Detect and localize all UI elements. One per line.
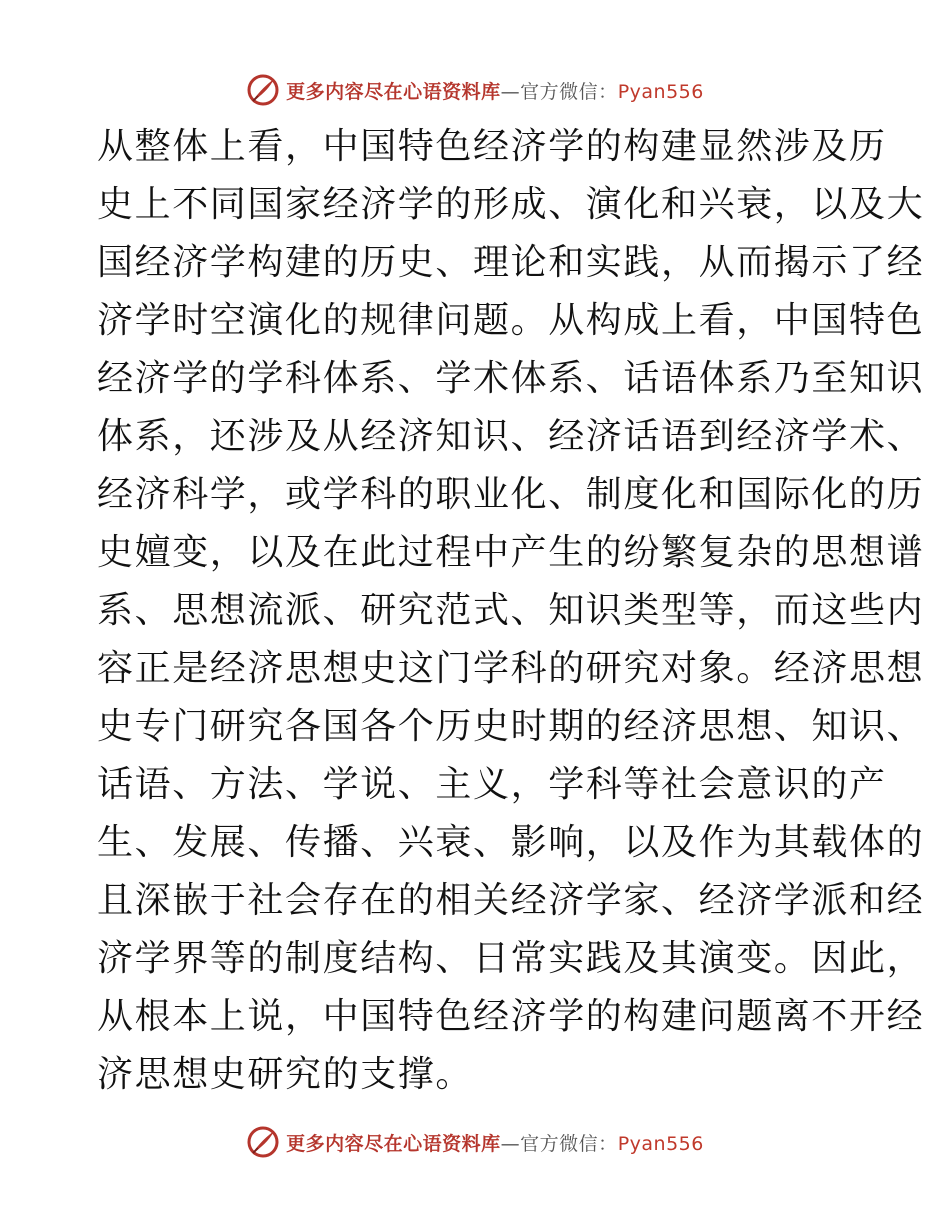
body-line: 济思想史研究的支撑。	[97, 1054, 474, 1095]
body-line: 国经济学构建的历史、理论和实践，从而揭示了经	[97, 242, 925, 283]
body-text	[97, 118, 925, 1104]
header-watermark-text	[286, 77, 704, 104]
body-line: 生、发展、传播、兴衰、影响，以及作为其载体的	[97, 822, 925, 863]
body-line: 济学时空演化的规律问题。从构成上看，中国特色	[97, 300, 925, 341]
header-watermark-main: 更多内容尽在心语资料库	[286, 80, 501, 103]
body-line: 史专门研究各国各个历史时期的经济思想、知识、	[97, 706, 925, 747]
body-line: 且深嵌于社会存在的相关经济学家、经济学派和经	[97, 880, 925, 921]
body-line: 从整体上看，中国特色经济学的构建显然涉及历	[97, 126, 887, 167]
footer-watermark-text	[286, 1129, 704, 1156]
body-line: 经济科学，或学科的职业化、制度化和国际化的历	[97, 474, 925, 515]
footer-watermark-id: Pyan556	[617, 1132, 704, 1155]
feather-pen-logo-icon	[246, 1125, 280, 1159]
body-line: 话语、方法、学说、主义，学科等社会意识的产	[97, 764, 887, 805]
body-line: 从根本上说，中国特色经济学的构建问题离不开经	[97, 996, 925, 1037]
footer-watermark-separator: —官方微信：	[500, 1132, 618, 1155]
body-line: 体系，还涉及从经济知识、经济话语到经济学术、	[97, 416, 925, 457]
body-line: 史嬗变，以及在此过程中产生的纷繁复杂的思想谱	[97, 532, 925, 573]
body-line: 史上不同国家经济学的形成、演化和兴衰，以及大	[97, 184, 925, 225]
body-line: 经济学的学科体系、学术体系、话语体系乃至知识	[97, 358, 925, 399]
footer-watermark-main: 更多内容尽在心语资料库	[286, 1132, 501, 1155]
body-line: 容正是经济思想史这门学科的研究对象。经济思想	[97, 648, 925, 689]
header-watermark-id: Pyan556	[617, 80, 704, 103]
body-line: 系、思想流派、研究范式、知识类型等，而这些内	[97, 590, 925, 631]
footer-watermark-banner	[0, 1122, 950, 1162]
body-line: 济学界等的制度结构、日常实践及其演变。因此，	[97, 938, 925, 979]
feather-pen-logo-icon	[246, 73, 280, 107]
header-watermark-separator: —官方微信：	[500, 80, 618, 103]
header-watermark-banner	[0, 70, 950, 110]
